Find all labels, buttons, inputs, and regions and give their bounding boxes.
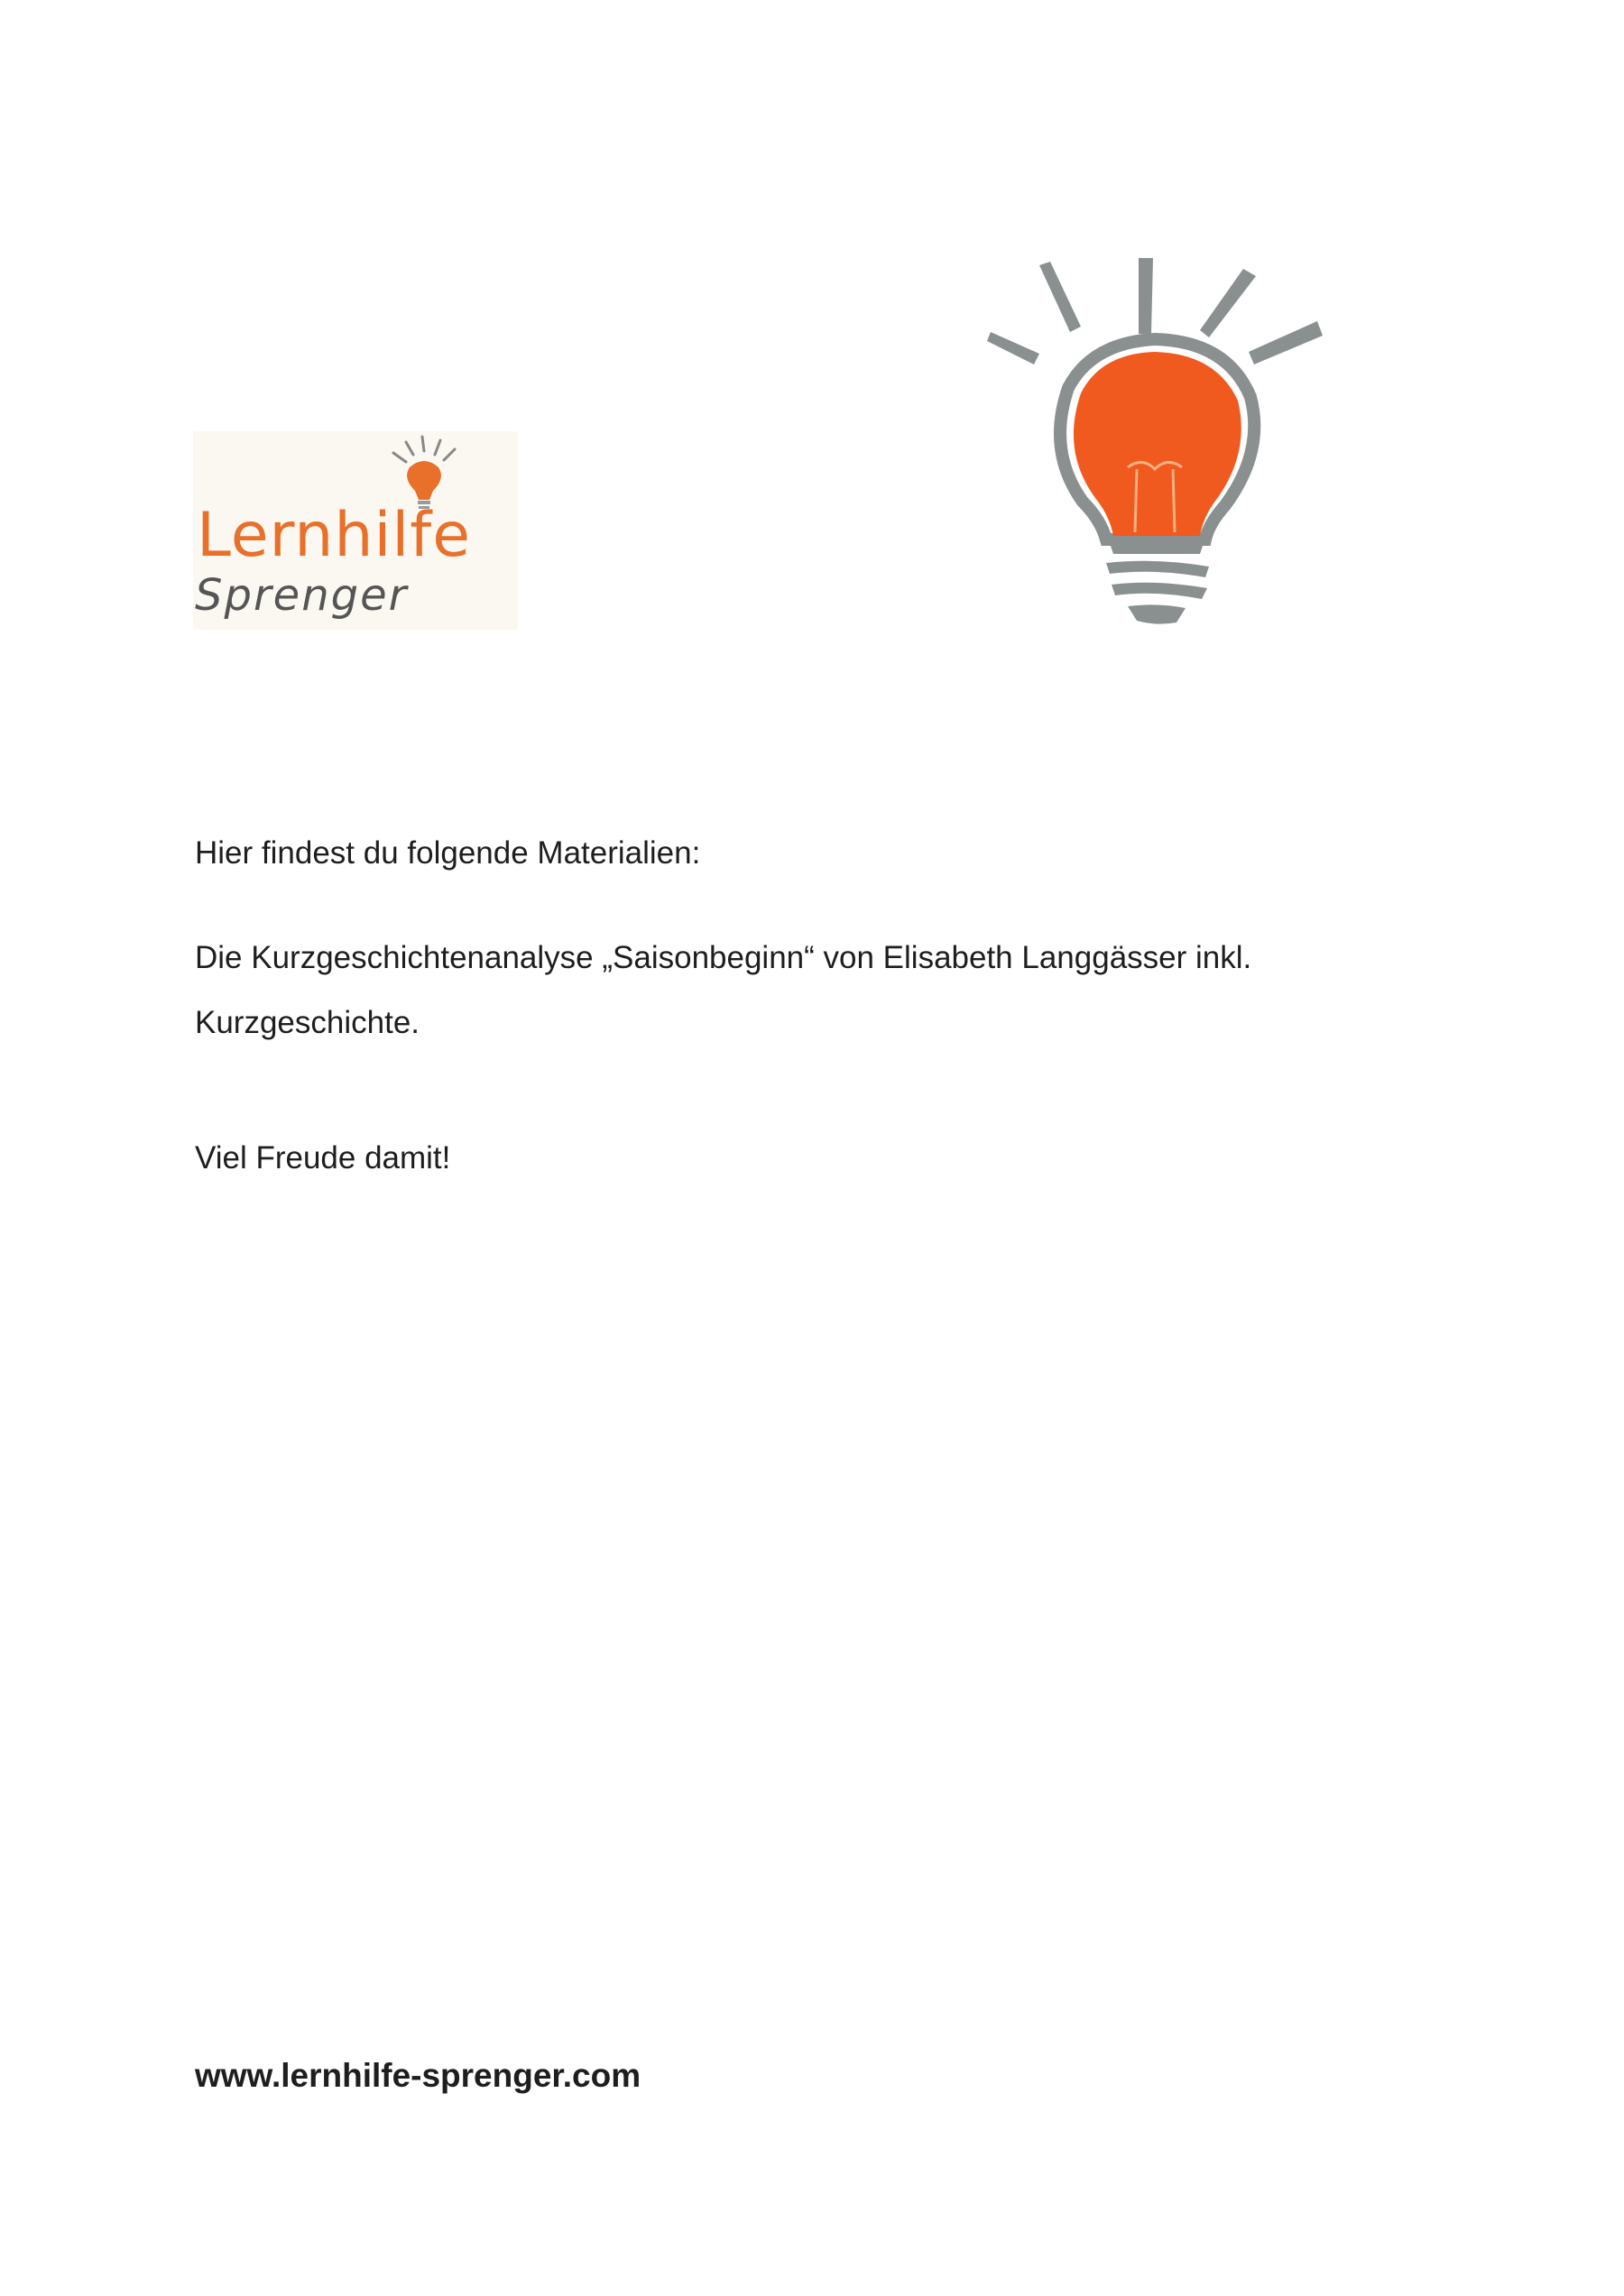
- material-description-line: Kurzgeschichte.: [195, 1005, 420, 1040]
- svg-text:Sprenger: Sprenger: [195, 570, 409, 621]
- brand-logo: [193, 431, 518, 630]
- lightbulb-icon: [983, 253, 1326, 632]
- intro-text: Hier findest du folgende Materialien:: [195, 835, 701, 871]
- closing-text: Viel Freude damit!: [195, 1140, 451, 1176]
- lightbulb-icon: [193, 431, 518, 630]
- material-description-line: Die Kurzgeschichtenanalyse „Saisonbeginn“ von Elisabeth Langgässer inkl.: [195, 940, 1252, 975]
- website-url[interactable]: www.lernhilfe-sprenger.com: [195, 2057, 641, 2094]
- lightbulb-illustration: [983, 253, 1326, 632]
- svg-text:Lernhilfe: Lernhilfe: [197, 500, 472, 571]
